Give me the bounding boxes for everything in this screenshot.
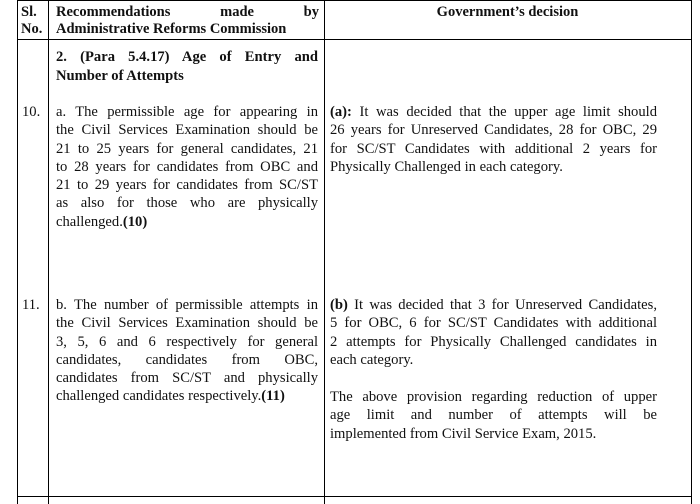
reference-number: (10) [122, 213, 148, 230]
reference-number: (11) [261, 388, 285, 405]
recommendations-header: Recommendations made by Administrative Reforms Commission [56, 4, 319, 37]
recommendation-text: b. The number of permissible attempts in the Civil Services Examination should be 3, 5, 6 and 6 respectively for general candidates, candidates from OBC, candidates from SC/ST and physically challenged candidates respectively.(11) [56, 297, 318, 405]
government-decision-text: (b) It was decided that 3 for Unreserved Candidates, 5 for OBC, 6 for SC/ST Candidates with additional 2 attempts for Physically Challenged candidates in each category. [330, 297, 657, 368]
government-decision-header: Government’s decision [436, 4, 579, 20]
government-decision-text: (a): It was decided that the upper age limit should 26 years for Unreserved Candidates, 28 for OBC, 29 for SC/ST Candidates with additional 2 years for Physically Challenged in each category. [330, 104, 657, 175]
row-11-bottom-rule [17, 496, 692, 497]
table-right-border [691, 0, 692, 504]
table-top-border [17, 0, 692, 1]
row-number: 11. [22, 297, 40, 313]
decision-label: (a): [330, 104, 352, 120]
recommendation-text: a. The permissible age for appearing in the Civil Services Examination should be 21 to 25 years for general candidates, 21 to 28 years for candidates from OBC and 21 to 29 years for candidates from SC/ST as also for those who are physically challenged.(10) [56, 104, 318, 230]
section-heading: 2. (Para 5.4.17) Age of Entry and Number of Attempts [56, 49, 318, 84]
sl-no-header: Sl. No. [21, 4, 43, 37]
table-left-border [17, 0, 18, 504]
implementation-note: The above provision regarding reduction of upper age limit and number of attempts will be implemented from Civil Service Exam, 2015. [330, 389, 657, 442]
sl-column-divider [48, 0, 49, 504]
row-number: 10. [22, 104, 41, 120]
decision-label: (b) [330, 297, 348, 313]
header-bottom-rule [17, 39, 692, 40]
rec-column-divider [324, 0, 325, 504]
